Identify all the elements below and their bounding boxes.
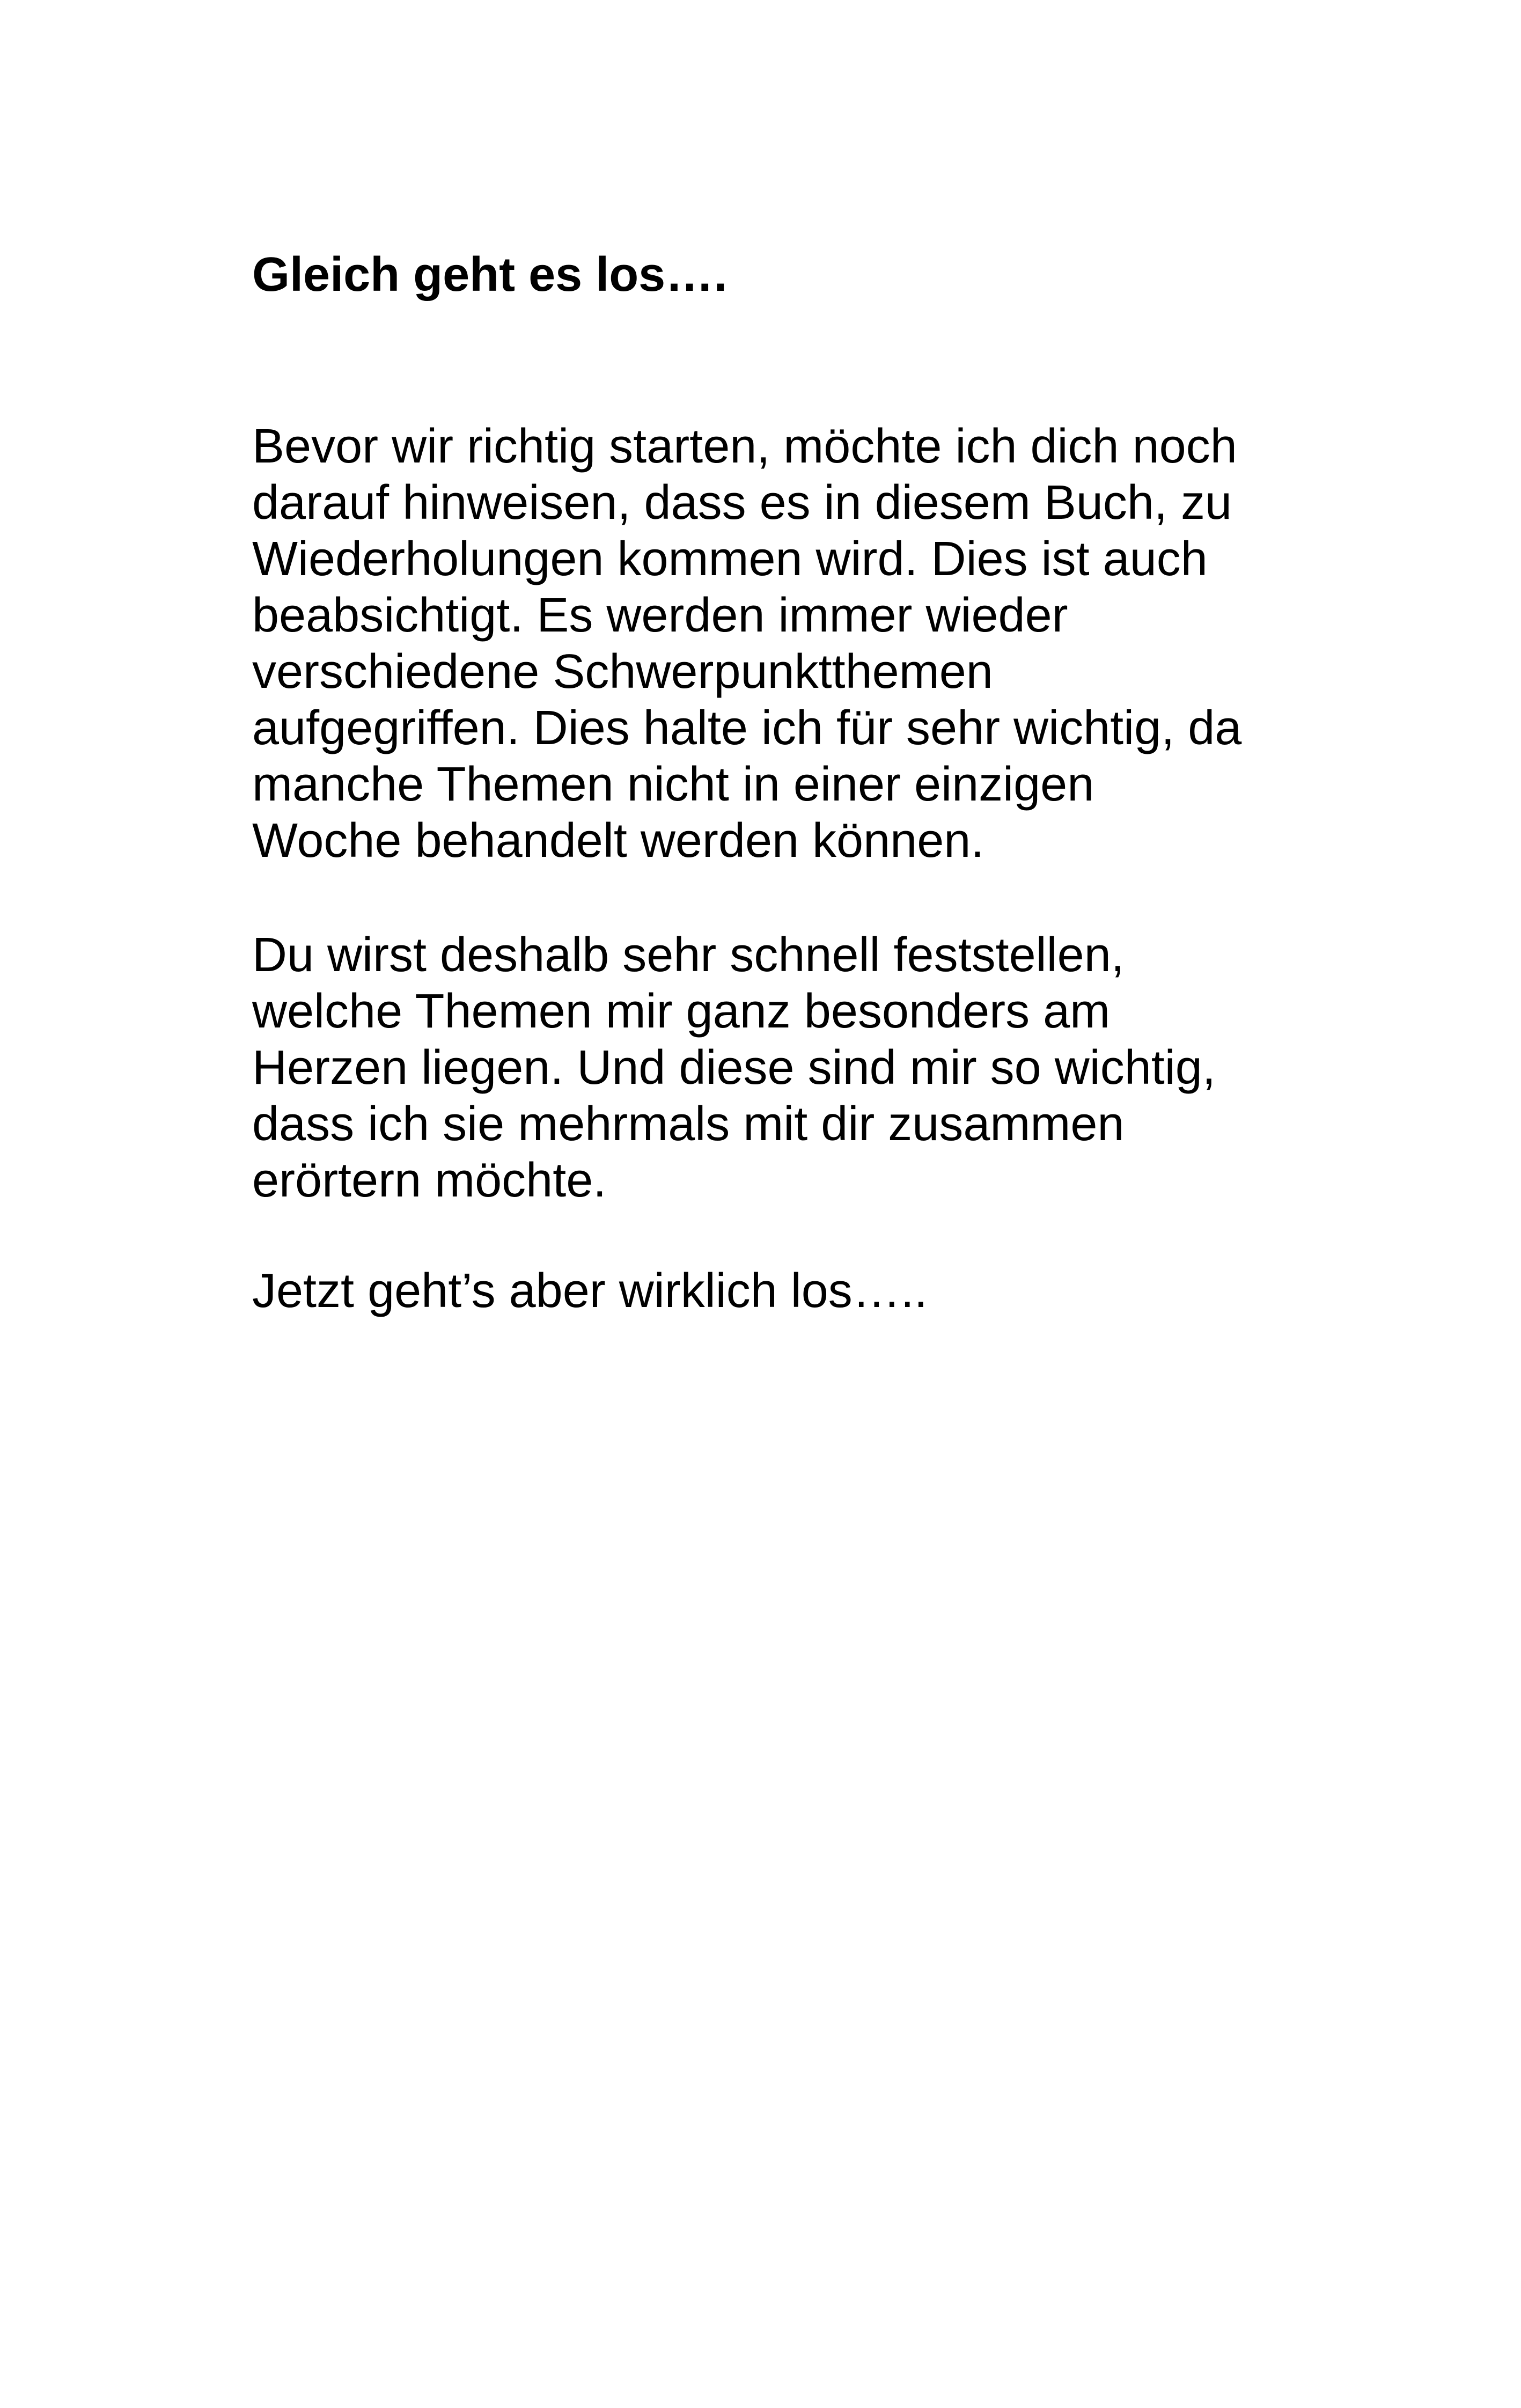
- text-line: Wiederholungen kommen wird. Dies ist auch: [252, 532, 1208, 586]
- text-line: darauf hinweisen, dass es in diesem Buch, zu: [252, 476, 1232, 530]
- text-line: verschiedene Schwerpunktthemen: [252, 645, 993, 699]
- text-line: erörtern möchte.: [252, 1154, 607, 1207]
- text-line: beabsichtigt. Es werden immer wieder: [252, 589, 1068, 642]
- text-line: manche Themen nicht in einer einzigen: [252, 758, 1094, 811]
- paragraph-themes: [252, 927, 1216, 1209]
- text-line: Jetzt geht’s aber wirklich los…..: [252, 1264, 928, 1318]
- text-line: aufgegriffen. Dies halte ich für sehr wichtig, da: [252, 701, 1242, 755]
- text-line: Herzen liegen. Und diese sind mir so wichtig,: [252, 1041, 1216, 1095]
- text-line: Du wirst deshalb sehr schnell feststellen,: [252, 928, 1125, 982]
- text-line: welche Themen mir ganz besonders am: [252, 985, 1111, 1038]
- text-line: Bevor wir richtig starten, möchte ich dich noch: [252, 420, 1237, 473]
- page-heading: Gleich geht es los….: [252, 248, 728, 302]
- text-line: Woche behandelt werden können.: [252, 814, 984, 868]
- paragraph-closing: [252, 1263, 928, 1319]
- paragraph-intro: [252, 419, 1241, 869]
- text-line: dass ich sie mehrmals mit dir zusammen: [252, 1097, 1125, 1151]
